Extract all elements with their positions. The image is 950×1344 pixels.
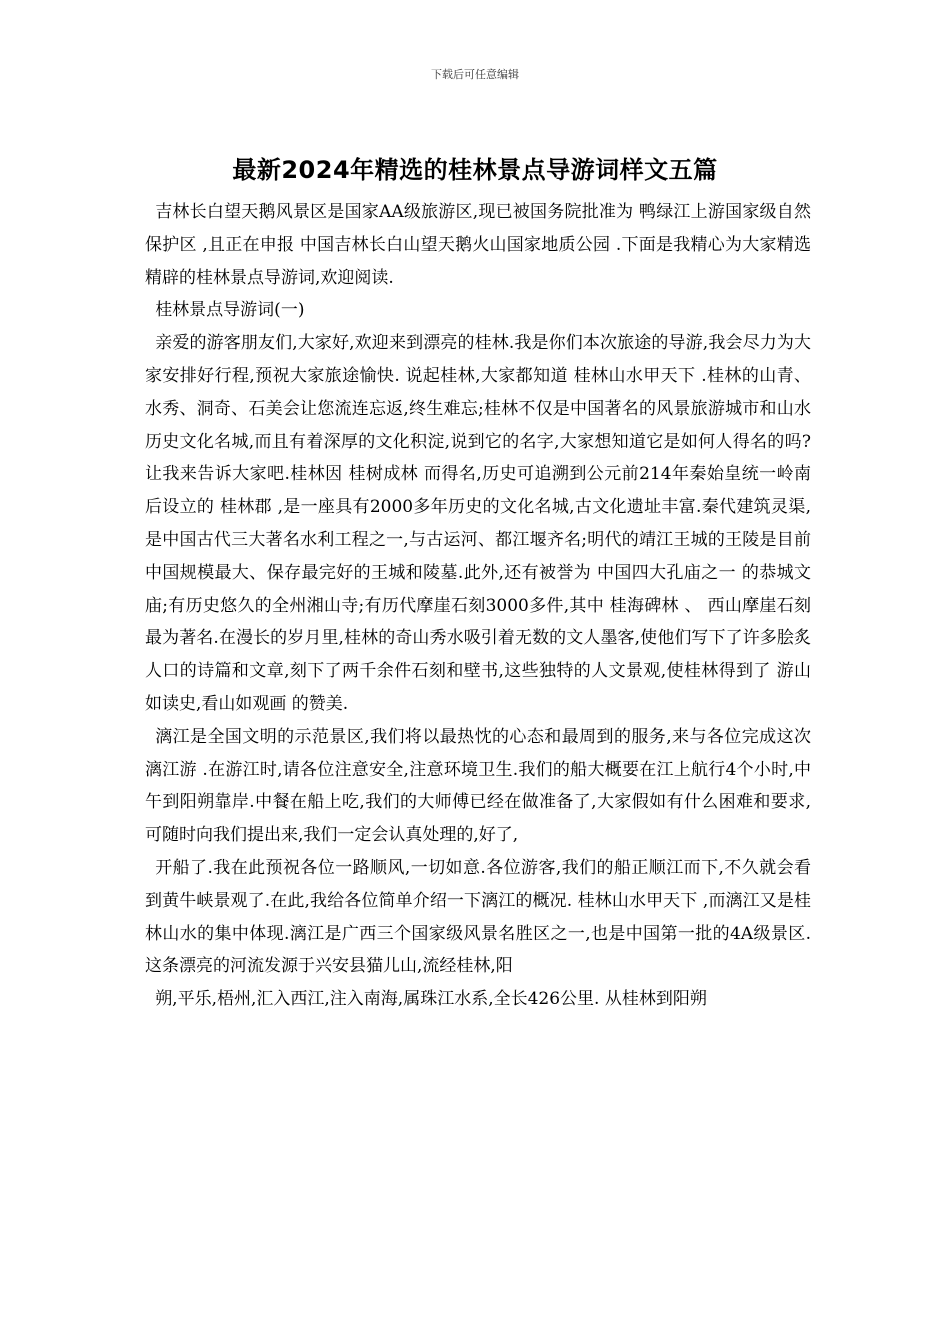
body-paragraph: 开船了.我在此预祝各位一路顺风,一切如意.各位游客,我们的船正顺江而下,不久就会看到黄牛峡景观了.在此,我给各位简单介绍一下漓江的概况. 桂林山水甲天下 ,而漓江又是桂林山水的集中体现.漓江是广西三个国家级风景名胜区之一,也是中国第一批的4A级景区.这条漂亮的河流发源于兴安县猫儿山,流经桂林,阳 [145,857,811,977]
body-paragraph: 亲爱的游客朋友们,大家好,欢迎来到漂亮的桂林.我是你们本次旅途的导游,我会尽力为大家安排好行程,预祝大家旅途愉快. 说起桂林,大家都知道 桂林山水甲天下 .桂林的山青、水秀、洞奇、石美会让您流连忘返,终生难忘;桂林不仅是中国著名的风景旅游城市和山水历史文化名城,而且有着深厚的文化积淀,说到它的名字,大家想知道它是如何人得名的吗?让我来告诉大家吧.桂林因 桂树成林 而得名,历史可追溯到公元前214年秦始皇统一岭南后设立的 桂林郡 ,是一座具有2000多年历史的文化名城,古文化遗址丰富.秦代建筑灵渠,是中国古代三大著名水利工程之一,与古运河、都江堰齐名;明代的靖江王城的王陵是目前中国规模最大、保存最完好的王城和陵墓.此外,还有被誉为 中国四大孔庙之一 的恭城文庙;有历史悠久的全州湘山寺;有历代摩崖石刻3000多件,其中 桂海碑林 、 西山摩崖石刻 最为著名.在漫长的岁月里,桂林的奇山秀水吸引着无数的文人墨客,使他们写下了许多脍炙人口的诗篇和文章,刻下了两千余件石刻和壁书,这些独特的人文景观,使桂林得到了 游山如读史,看山如观画 的赞美. [145,333,811,714]
intro-paragraph: 吉林长白望天鹅风景区是国家AA级旅游区,现已被国务院批准为 鸭绿江上游国家级自然保护区 ,且正在申报 中国吉林长白山望天鹅火山国家地质公园 .下面是我精心为大家精选精辟的桂林景点导游词,欢迎阅读. [145,202,811,288]
page-header-note: 下载后可任意编辑 [431,68,519,81]
body-paragraph: 漓江是全国文明的示范景区,我们将以最热忱的心态和最周到的服务,来与各位完成这次 漓江游 .在游江时,请各位注意安全,注意环境卫生.我们的船大概要在江上航行4个小时,中午到阳朔靠岸.中餐在船上吃,我们的大师傅已经在做准备了,大家假如有什么困难和要求,可随时向我们提出来,我们一定会认真处理的,好了, [145,726,811,846]
document-body [145,196,811,1016]
section-heading-1: 桂林景点导游词(一) [155,300,305,321]
body-paragraph: 朔,平乐,梧州,汇入西江,注入南海,属珠江水系,全长426公里. 从桂林到阳朔 [155,989,707,1010]
document-title: 最新2024年精选的桂林景点导游词样文五篇 [232,156,718,184]
